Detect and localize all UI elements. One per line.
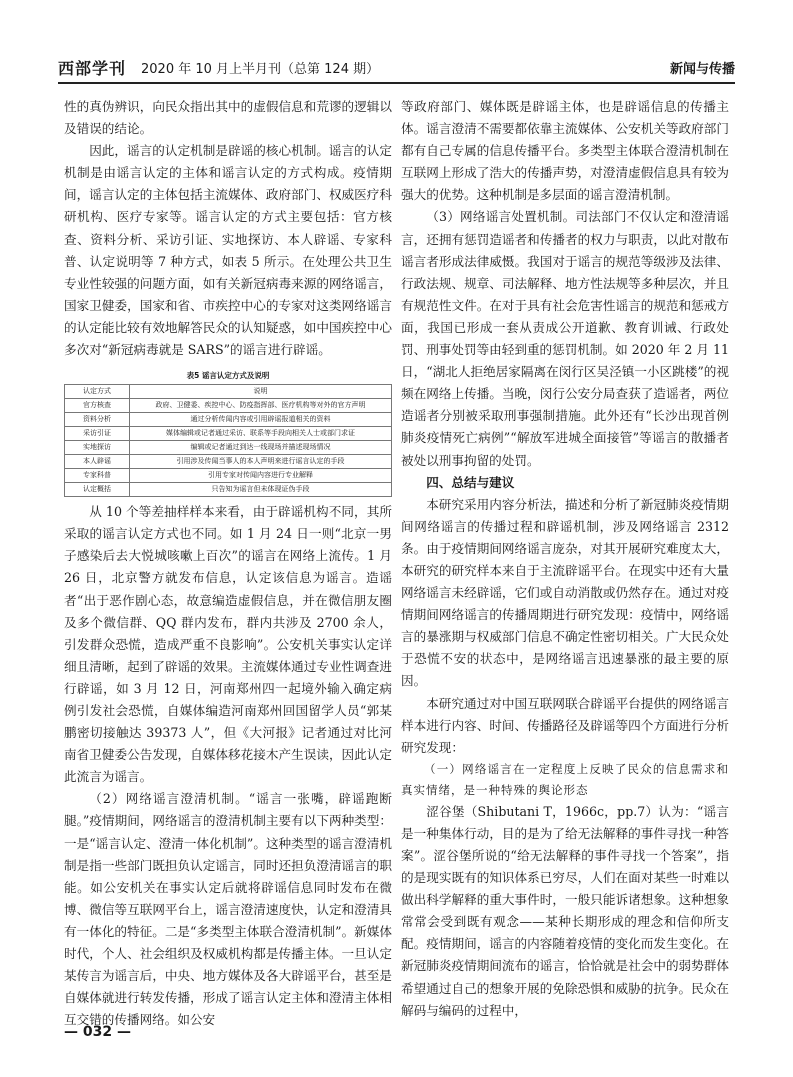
left-column — [64, 96, 392, 1031]
paragraph: 因此，谣言的认定机制是辟谣的核心机制。谣言的认定机制是由谣言认定的主体和谣言认定的方式构成。疫情期间，谣言认定的主体包括主流媒体、政府部门、权威医疗科研机构、医疗专家等。谣言认定的方式主要包括：官方核查、资料分析、采访引证、实地探访、本人辟谣、专家科普、认定说明等 7 种方式，如表 5 所示。在处理公共卫生专业性较强的问题方面，如有关新冠病毒来源的网络谣言，国家卫健委，国家和省、市疾控中心的专家对这类网络谣言的认定能比较有效地解答民众的认知疑惑，如中国疾控中心多次对“新冠病毒就是 SARS”的谣言进行辟谣。 — [64, 143, 392, 358]
table-row — [65, 469, 392, 483]
subsection-heading: （一）网络谣言在一定程度上反映了民众的信息需求和真实情绪，是一种特殊的舆论形态 — [401, 761, 729, 797]
table-cell: 官方核查 — [65, 399, 130, 413]
table-row — [65, 399, 392, 413]
paragraph: 性的真伪辨识，向民众指出其中的虚假信息和荒谬的逻辑以及错误的结论。 — [64, 99, 392, 137]
table-cell: 政府、卫健委、疾控中心、防疫指挥部、医疗机构等对外的官方声明 — [130, 399, 392, 413]
section-heading: 四、总结与建议 — [426, 474, 515, 490]
table-header-row — [65, 385, 392, 399]
table-cell: 实地探访 — [65, 441, 130, 455]
table-cell: 专家科普 — [65, 469, 130, 483]
table-row — [65, 455, 392, 469]
table-row — [65, 413, 392, 427]
table-5 — [64, 367, 392, 497]
table-cell: 编辑或记者通过到达一线现场并描述现场情况 — [130, 441, 392, 455]
issue-info: 2020 年 10 月上半月刊（总第 124 期） — [141, 62, 380, 77]
section-name: 新闻与传播 — [669, 62, 735, 77]
table-header-cell: 说明 — [130, 385, 392, 399]
paragraph: 等政府部门、媒体既是辟谣主体，也是辟谣信息的传播主体。谣言澄清不需要都依靠主流媒体、公安机关等政府部门都有自己专属的信息传播平台。多类型主体联合澄清机制在互联网上形成了浩大的传播声势，对澄清虚假信息具有较为强大的优势。这种机制是多层面的谣言澄清机制。 — [401, 99, 729, 203]
table-row — [65, 483, 392, 497]
paragraph: 本研究采用内容分析法，描述和分析了新冠肺炎疫情期间网络谣言的传播过程和辟谣机制，涉及网络谣言 2312 条。由于疫情期间网络谣言庞杂，对其开展研究难度太大，本研究的研究样本来自于主流辟谣平台。在现实中还有大量网络谣言未经辟谣，它们或自动消散或仍然存在。通过对疫情期间网络谣言的传播周期进行研究发现：疫情中，网络谣言的暴涨期与权威部门信息不确定性密切相关。广大民众处于恐慌不安的状态中，是网络谣言迅速暴涨的最主要的原因。 — [401, 496, 729, 689]
table-cell: 引用涉及传闻当事人的本人声明来进行谣言认定的手段 — [130, 455, 392, 469]
table-cell: 媒体编辑或记者通过采访、联系等手段向相关人士或部门求证 — [130, 427, 392, 441]
table-cell: 只告知为谣言但未体现证伪手段 — [130, 483, 392, 497]
page-number: — 032 — — [64, 1024, 131, 1040]
table-cell: 引用专家对传闻内容进行专业解释 — [130, 469, 392, 483]
table-row — [65, 441, 392, 455]
running-header — [58, 52, 735, 84]
paragraph: （2）网络谣言澄清机制。“谣言一张嘴，辟谣跑断腿。”疫情期间，网络谣言的澄清机制主要有以下两种类型：一是“谣言认定、澄清一体化机制”。这种类型的谣言澄清机制是指一些部门既担负认定谣言，同时还担负澄清谣言的职能。如公安机关在事实认定后就将辟谣信息同时发布在微博、微信等互联网平台上，谣言澄清速度快，认定和澄清具有一体化的特征。二是“多类型主体联合澄清机制”。新媒体时代，个人、社会组织及权威机构都是传播主体。一旦认定某传言为谣言后，中央、地方媒体及各大辟谣平台，甚至是自媒体就进行转发传播，形成了谣言认定主体和澄清主体相互交错的传播网络。如公安 — [64, 791, 392, 1028]
table-cell: 本人辟谣 — [65, 455, 130, 469]
table-cell: 资料分析 — [65, 413, 130, 427]
paragraph: （3）网络谣言处置机制。司法部门不仅认定和澄清谣言，还拥有惩罚造谣者和传播者的权力与职责，以此对散布谣言者形成法律威慑。我国对于谣言的规范等级涉及法律、行政法规、规章、司法解释、地方性法规等多种层次，并且有规范性文件。在对于具有社会危害性谣言的规范和惩戒方面，我国已形成一套从责成公开道歉、教育训诫、行政处罚、刑事处罚等由轻到重的惩罚机制。如 2020 年 2 月 11 日，“湖北人拒绝居家隔离在闵行区吴泾镇一小区跳楼”的视频在网络上传播。当晚，闵行公安分局查获了造谣者，两位造谣者分别被采取刑事强制措施。此外还有“长沙出现首例肺炎疫情死亡病例”“解放军进城全面接管”等谣言的散播者被处以刑事拘留的处罚。 — [401, 209, 729, 468]
journal-logo: 西部学刊 — [58, 59, 127, 78]
table-cell: 认定概括 — [65, 483, 130, 497]
table-row — [65, 427, 392, 441]
table-header-cell: 认定方式 — [65, 385, 130, 399]
table-cell: 采访引证 — [65, 427, 130, 441]
table-caption: 表5 谣言认定方式及说明 — [186, 371, 270, 381]
paragraph: 从 10 个等差抽样样本来看，由于辟谣机构不同，其所采取的谣言认定方式也不同。如 1 月 24 日一则“北京一男子感染后去大悦城咳嗽上百次”的谣言在网络上流传。1 月 26 日，北京警方就发布信息，认定该信息为谣言。造谣者“出于恶作剧心态，故意编造虚假信息，并在微信朋友圈及多个微信群、QQ 群内发布，群内共涉及 2700 余人，引发群众恐慌，造成严重不良影响”。公安机关事实认定详细且清晰，起到了辟谣的效果。主流媒体通过专业性调查进行辟谣，如 3 月 12 日，河南郑州四一起境外输入确定病例引发社会恐慌，自媒体编造河南郑州回国留学人员“郭某鹏密切接触达 39373 人”，但《大河报》记者通过对比河南省卫健委公告发现，自媒体移花接木产生误读，因此认定此流言为谣言。 — [64, 504, 392, 785]
paragraph: 涩谷堡（Shibutani T，1966c，pp.7）认为：“谣言是一种集体行动，目的是为了给无法解释的事件寻找一种答案”。涩谷堡所说的“给无法解释的事件寻找一个答案”，指的是现实既有的知识体系已穷尽，人们在面对某些一时难以做出科学解释的重大事件时，一般只能诉诸想象。这种想象常常会受到既有观念——某种长期形成的理念和信仰所支配。疫情期间，谣言的内容随着疫情的变化而发生变化。在新冠肺炎疫情期间流布的谣言，恰恰就是社会中的弱势群体希望通过自己的想象开展的免除恐惧和威胁的抗争。民众在解码与编码的过程中， — [401, 803, 729, 1018]
paragraph: 本研究通过对中国互联网联合辟谣平台提供的网络谣言样本进行内容、时间、传播路径及辟谣等四个方面进行分析研究发现： — [401, 695, 729, 755]
table-cell: 通过分析传闻内容或引用辟谣报道相关的资料 — [130, 413, 392, 427]
right-column — [401, 96, 729, 1022]
